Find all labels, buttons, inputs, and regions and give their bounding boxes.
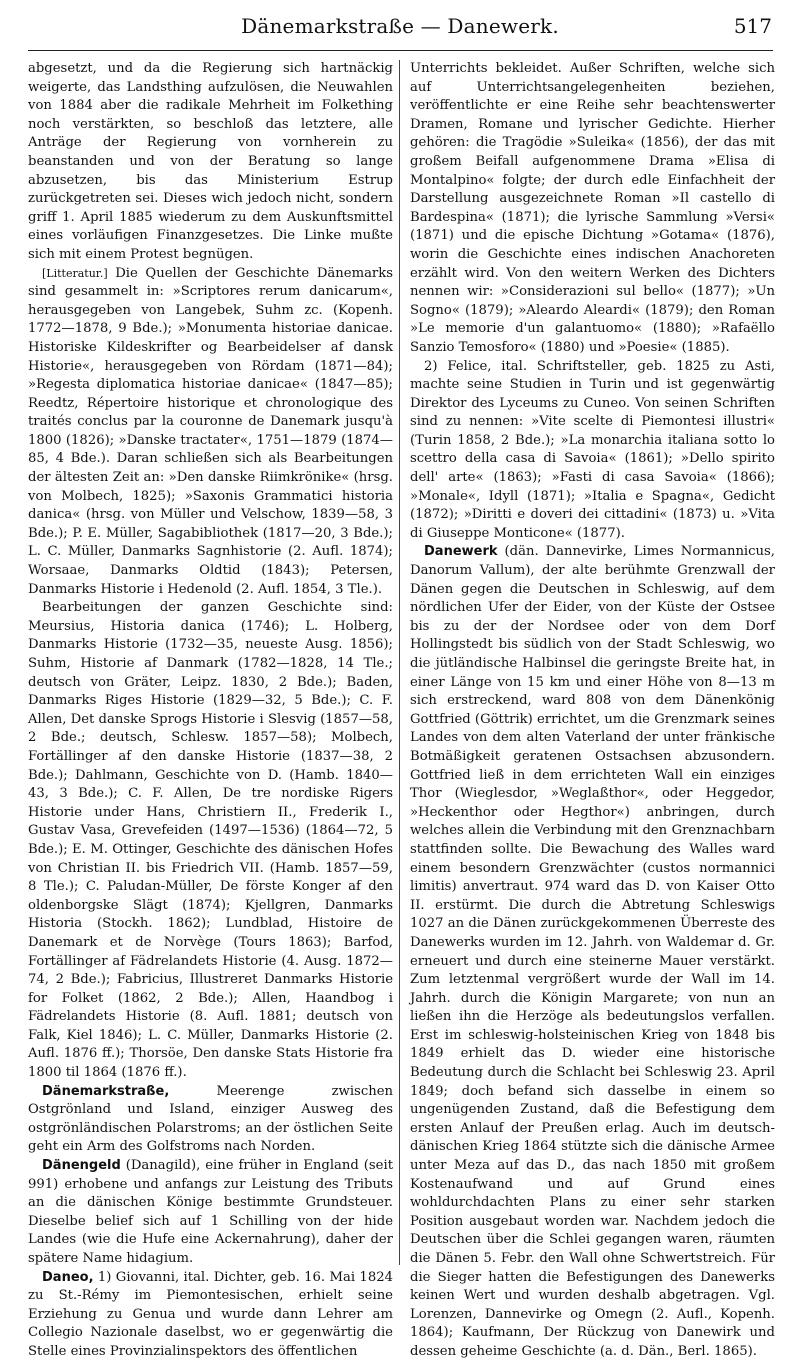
entry-text-danewerk: (dän. Dannevirke, Limes Normannicus, Danorum Vallum), der alte berühmte Grenzwall der Dänen gegen die Deutschen in Schleswig, auf dem nördlichen Ufer der Eider, von der Küste der Ostsee bis zu der der Nordsee oder von dem Dorf Hollingstedt bis südlich von der Stadt Schleswig, wo die jütländische Halbinsel die geringste Breite hat, in einer Länge von 15 km und einer Höhe von 8—13 m sich erstreckend, ward 808 von dem Dänenkönig Gottfried (Göttrik) errichtet, um die Grenzmark seines Landes von dem alten Vaterland der unter fränkische Botmäßigkeit geratenen Ostsachsen abzusondern. Gottfried ließ in dem errichteten Wall ein einziges Thor (Wieglesdor, »Weglaßthor«, oder Heggedor, »Heckenthor oder Hegthor«) anbringen, durch welches allein die Verbindung mit den Grenznachbarn stattfinden sollte. Die Bewachung des Walles ward einem besondern Grenzwächter (custos normannici limitis) anvertraut. 974 ward das D. von Kaiser Otto II. erstürmt. Die durch die Abtretung Schleswigs 1027 an die Dänen zurückgekommenen Überreste des Danewerks wurden im 12. Jahrh. von Waldemar d. Gr. erneuert und durch eine steinerne Mauer verstärkt. Zum letztenmal vergrößert wurde der Wall im 14. Jahrh. durch die Königin Margarete; von nun an ließen ihn die Herzöge als bedeutungslos verfallen. Erst im schleswig-holsteinischen Krieg von 1848 bis 1849 erhielt das D. wieder eine historische Bedeutung durch die Schlacht bei Schleswig 23. April 1849; doch befand sich dasselbe in einem so ungenügenden Zustand, daß die Befestigung dem ersten Anlauf der Preußen erlag. Auch im deutsch-dänischen Krieg 1864 stützte sich die dänische Armee unter Meza auf das D., das nach 1850 mit großem Kostenaufwand und auf Grund eines wohldurchdachten Plans zu einer sehr starken Position ausgebaut worden war. Nachdem jedoch die Deutschen über die Schlei gegangen waren, räumten die Dänen 5. Febr. den Wall ohne Schwertstreich. Für die Sieger hatten die Befestigungen des Danewerks keinen Wert und wurden deshalb abgetragen. Vgl. Lorenzen, Dannevirke og Omegn (2. Aufl., Kopenh. 1864); Kaufmann, Der Rückzug von Danewirk und dessen geheime Geschichte (a. d. Dän., Berl. 1865). (410, 544, 775, 1359)
paragraph-politics: abgesetzt, und da die Regierung sich hartnäckig weigerte, das Landsthing aufzulösen, die Neuwahlen von 1884 aber die radikale Mehrheit im Folkething noch verstärkten, so beschloß das letztere, alle Anträge der Regierung von vornherein zu beanstanden und von der Beratung so lange abzusetzen, bis das Ministerium Estrup zurückgetreten sei. Dieses wich jedoch nicht, sondern griff 1. April 1885 wiederum zu dem Auskunftsmittel eines vorläufigen Finanzgesetzes. Die Linke mußte sich mit einem Protest begnügen. (28, 61, 393, 262)
running-header (24, 4, 776, 48)
entry-text-daneo: 1) Giovanni, ital. Dichter, geb. 16. Mai 1824 zu St.-Rémy im Piemontesischen, erhielt seine Erziehung zu Genua und wurde dann Lehrer am Collegio Nazionale daselbst, wo er gegenwärtig die Stelle eines Provinzialinspektors des öffentlichen (28, 1269, 393, 1359)
left-column (28, 60, 393, 1359)
header-rule (28, 50, 773, 51)
entry-text-daenemarkstrasse: Meerenge zwischen Ostgrönland und Island, einziger Ausweg des ostgrönländischen Polarstroms; an der östlichen Seite geht ein Arm des Golfstroms nach Norden. (28, 1083, 393, 1155)
page-title: Dänemarkstraße — Danewerk. (241, 14, 559, 38)
paragraph-literature (28, 265, 393, 600)
entry-daneo (28, 1269, 393, 1362)
column-divider (399, 60, 400, 1265)
entry-daenengeld (28, 1157, 393, 1269)
paragraph-bearbeitungen: Bearbeitungen der ganzen Geschichte sind: Meursius, Historia danica (1746); L. Holberg, Danmarks Historie (1732—35, neueste Ausg. 1856); Suhm, Historie af Danmark (1782—1828, 14 Tle.; deutsch von Gräter, Leipz. 1830, 2 Bde.); Baden, Danmarks Riges Historie (1829—32, 5 Bde.); C. F. Allen, Det danske Sprogs Historie i Slesvig (1857—58, 2 Bde.; deutsch, Schlesw. 1857—58); Molbech, Fortällinger af den danske Historie (1837—38, 2 Bde.); Dahlmann, Geschichte von D. (Hamb. 1840—43, 3 Bde.); C. F. Allen, De tre nordiske Rigers Historie under Hans, Christiern II., Frederik I., Gustav Vasa, Grevefeiden (1497—1536) (1864—72, 5 Bde.); E. M. Ottinger, Geschichte des dänischen Hofes von Christian II. bis Friedrich VII. (Hamb. 1857—59, 8 Tle.); C. Paludan-Müller, De förste Konger af den oldenborgske Slägt (1874); Kjellgren, Danmarks Historia (Stockh. 1862); Lundblad, Histoire de Danemark et de Norvège (Tours 1863); Barfod, Fortällinger af Fädrelandets Historie (4. Ausg. 1872—74, 2 Bde.); Fabricius, Illustreret Danmarks Historie for Folket (1862, 2 Bde.); Allen, Haandbog i Fädrelandets Historie (8. Aufl. 1881; deutsch von Falk, Kiel 1846); L. C. Müller, Danmarks Historie (2. Aufl. 1876 ff.); Thorsöe, Den danske Stats Historie fra 1800 til 1864 (1876 ff.). (28, 600, 393, 1081)
section-label-literature: [Litteratur.] (42, 266, 108, 280)
entry-daenemarkstrasse (28, 1083, 393, 1157)
headword-daenengeld: Dänengeld (42, 1158, 121, 1174)
headword-daneo: Daneo, (42, 1269, 94, 1285)
paragraph-daneo-continued: Unterrichts bekleidet. Außer Schriften, welche sich auf Unterrichtsangelegenheiten beziehen, veröffentlichte er eine Reihe sehr beachtenswerter Dramen, Romane und lyrischer Gedichte. Hierher gehören: die Tragödie »Suleika« (1856), der das mit großem Beifall aufgenommene Drama »Elisa di Montalpino« folgte; der durch edle Einfachheit der Darstellung ausgezeichnete Roman »Il castello di Bardespina« (1871); die lyrische Sammlung »Versi« (1871) und die epische Dichtung »Gotama« (1876), worin die Geschichte eines indischen Anachoreten erzählt wird. Von den weitern Werken des Dichters nennen wir: »Considerazioni sul bello« (1877); »Un Sogno« (1879); »Aleardo Aleardi« (1879); den Roman »Le memorie d'un galantuomo« (1880); »Rafaëllo Sanzio Temosforo« (1880) und »Poesie« (1885). (410, 61, 775, 355)
literature-text: Die Quellen der Geschichte Dänemarks sind gesammelt in: »Scriptores rerum danicarum«, herausgegeben von Langebek, Suhm zc. (Kopenh. 1772—1878, 9 Bde.); »Monumenta historiae danicae. Historiske Kildeskrifter og Bearbeidelser af dansk Historie«, herausgegeben von Rördam (1871—84); »Regesta diplomatica historiae danicae« (1847—85); Reedtz, Répertoire historique et chronologique des traités conclus par la couronne de Danemark jusqu'à 1800 (1826); »Danske tractater«, 1751—1879 (1874—85, 4 Bde.). Daran schließen sich als Bearbeitungen der ältesten Zeit an: »Den danske Riimkrönike« (hrsg. von Molbech, 1825); »Saxonis Grammatici historia danica« (hrsg. von Müller und Velschow, 1839—58, 3 Bde.); P. E. Müller, Sagabibliothek (1817—20, 3 Bde.); L. C. Müller, Danmarks Sagnhistorie (2. Aufl. 1874); Worsaae, Danmarks Oldtid (1843); Petersen, Danmarks Historie i Hedenold (2. Aufl. 1854, 3 Tle.). (28, 265, 393, 597)
right-column (410, 60, 775, 1359)
headword-danewerk: Danewerk (424, 544, 498, 560)
entry-danewerk (410, 543, 775, 1361)
headword-daenemarkstrasse: Dänemarkstraße, (42, 1083, 170, 1099)
paragraph-felice: 2) Felice, ital. Schriftsteller, geb. 1825 zu Asti, machte seine Studien in Turin und ist gegenwärtig Direktor des Lyceums zu Cuneo. Von seinen Schriften sind zu nennen: »Vite scelte di Piemontesi illustri« (Turin 1858, 2 Bde.); »La monarchia italiana sotto lo scettro della casa di Savoia« (1861); »Dello spirito dell' arte« (1863); »Fasti di casa Savoia« (1866); »Monale«, Idyll (1871); »Italia e Spagna«, Gedicht (1872); »Diritti e doveri dei cittadini« (1873) u. »Vita di Giuseppe Monticone« (1877). (410, 358, 775, 541)
entry-text-daenengeld: (Danagild), eine früher in England (seit 991) erhobene und anfangs zur Leistung des Tributs an die dänischen Könige bestimmte Grundsteuer. Dieselbe belief sich auf 1 Schilling von der hide Landes (wie die Hufe eine Ackernahrung), daher der spätere Name hidagium. (28, 1158, 393, 1266)
page-number: 517 (733, 14, 772, 38)
